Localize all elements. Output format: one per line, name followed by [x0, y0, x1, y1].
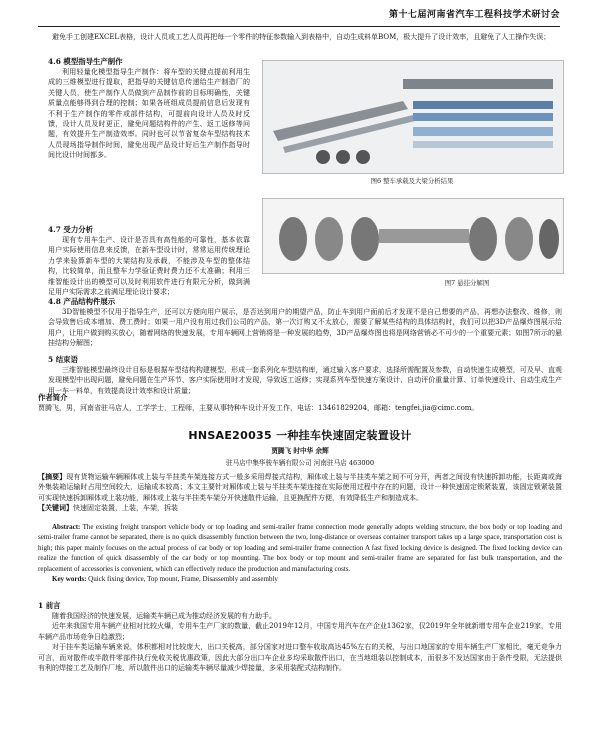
- running-header: 第十七届河南省汽车工程科技学术研讨会: [388, 10, 560, 20]
- figure-7-caption: 图7 悬挂分解图: [444, 279, 490, 287]
- author-info-text: 贾腾飞，男，河南省驻马店人，工学学士，工程师，主要从事特种车设计开发工作，电话：13461829204，邮箱：tengfei.jia@cimc.com。: [38, 404, 479, 412]
- section-4-6-text: 利用轻量化模型指导生产制作：将车型的关键点提前利用生成的三维模型进行提取，把指导的关键信息传递给生产制造厂的关键人员，使生产制作人员做到产品制作前的目标明确性，关键质量点能够得到合理的控制；如果各班组成员提前信息后发现有不利于生产制作的零件或部件结构，可提前向设计人员及时反馈，设计人员及时更正，避免问题结构件的产生、返工返修等问题，有效提升生产制造效率。同时也可以节省复杂车型结构技术人员现场指导制作时间，避免出现产品设计好后生产制作指导时间比设计时间都多。: [48, 68, 250, 160]
- intro-paragraph-block: [38, 32, 560, 42]
- author-info-heading: 作者简介: [38, 393, 68, 402]
- abstract-en-text: The existing freight transport vehicle body or top loading and semi-trailer frame connection mode generally adopts welding structure, the box body or top loading and semi-trailer frame cannot be separated, there is no quick disassembly function between the two, long-distance or overseas container transport takes up a large space, transportation cost is high; this paper mainly focuses on the actual process of car body or top loading and semi-trailer frame connection A fast fixed locking device is designed. The fixed locking device can realize the function of quick disassembly of the car body or top mounting. The box body or top mount and semi-trailer frame are separated for fast bulk transportation, and the replacement of accessories is convenient, which can effectively reduce the production and manufacturing costs.: [38, 523, 562, 573]
- section-4-7-heading: 4.7 受力分析: [48, 225, 93, 234]
- section-5: [48, 354, 562, 396]
- article-affiliation: 驻马店中集华骏车辆有限公司 河南驻马店 463000: [225, 459, 375, 467]
- intro-paragraph: 避免手工创建EXCEL表格，设计人员或工艺人员再把每一个零件的特征参数输入到表格中，自动生成料单BOM，极大提升了设计效率，且避免了人工操作失误；: [52, 33, 551, 41]
- abstract-label: 【摘要】: [38, 472, 67, 481]
- section-4-7: [48, 224, 250, 297]
- section-1-para-2: 近年来我国专用车辆产业相对比较火爆，专用车生产厂家的数量，截止2019年12月，中国专用汽车在产企业1362家，仅2019年全年就新增专用车企业219家，专用车辆产品市场竞争日趋激烈；: [38, 622, 562, 641]
- section-5-text: 三维智能模型最终设计目标是根据车型结构构建模型，形成一套系列化车型结构库，通过输入客户要求，选择所需配置及参数，自动快速生成模型，可及早、直观发现模型中出现问题，避免问题在生产环节、客户实际使用时才发现，导致返工返修；实现系列车型快速方案设计、自动评价重量计算、订单快速设计、自动生成生产用一车一料单，有效提高设计效率和设计质量；: [48, 366, 562, 395]
- abstract-en-label: Abstract:: [52, 523, 81, 531]
- section-1-para-1: 随着我国经济的快速发展，运输类车辆已成为推动经济发展的有力助手。: [52, 612, 276, 620]
- keywords-label: 【关键词】: [38, 503, 73, 513]
- section-4-8-heading: 4.8 产品结构件展示: [48, 297, 116, 306]
- suspension-exploded-image: [263, 199, 563, 273]
- keywords-en-label: Key words:: [52, 575, 87, 584]
- figure-6-truck-frame-analysis: [262, 60, 564, 174]
- figure-7-suspension-exploded: [262, 198, 564, 274]
- keywords-text: 快速固定装置，上装，车架，拆装: [73, 504, 178, 513]
- section-1-heading: 1 前言: [38, 601, 61, 610]
- section-4-7-text: 现有专用车生产、设计是否具有高性能的可靠性，基本依靠用户实际使用信息来反馈，在新车型设计时，常常运用传统理论力学来验算新车型的大架结构及承载，不能涉及车型的整体结构，比较简单，而且整车力学验证费时费力还不太准确；利用三维智能设计出的模型可以及时利用软件进行有限元分析，做到满足用户实际需求之前满足理论设计要求；: [48, 236, 250, 297]
- article-title: HNSAE20035 一种挂车快速固定装置设计: [188, 429, 412, 442]
- figure-6-caption: 图6 整车承载及大梁分析结果: [370, 177, 454, 185]
- section-4-6-heading: 4.6 模型指导生产制作: [48, 57, 123, 66]
- abstract-text: 现有货物运输车辆厢体或上装与半挂类车架连接方式一般多采用焊接式结构，厢体或上装与半挂类车架之间不可分开，两者之间没有快速拆卸功能，长距离或海外集装箱运输时占用空间较大，运输成本较高；本文主要针对厢体或上装与半挂类车架连接在实际使用过程中存在的问题，设计一种快速固定锁紧装置，该固定锁紧装置可实现快速拆卸厢体或上装功能，厢体或上装与半挂类车架分开快速散件运输，且更换配件方便，有效降低生产和制造成本。: [38, 473, 563, 502]
- author-info: [38, 392, 562, 413]
- section-4-8-text: 3D智能模型不仅用于指导生产，还可以方便向用户展示，是否达到用户的期望产品，防止车到用户面前后才发现不是自己想要的产品，再想办法整改、维修，则会导致售后成本增加、费工费时；如果一用户没有用过我们公司的产品，第一次订购又不太放心，需要了解某些结构的具体结构时，我们可以把3D产品爆炸图展示给用户，让用户做到购买放心，随着网络的快速发展，专用车辆网上营销将是一种发展的趋势，3D产品爆炸图也将是网络营销必不可少的一个重要元素；如图7所示的悬挂结构分解图；: [48, 308, 562, 348]
- header-rule: [38, 26, 560, 27]
- section-4-6: [48, 56, 250, 161]
- article-authors: 贾腾飞 时中华 余辉: [271, 447, 329, 455]
- section-1-para-3: 对于挂车类运输车辆来说，体积都相对比较庞大，出口关税高，部分国家对进口整车收取高达45%左右的关税，与出口地国家的专用车辆生产厂家相比，毫无竞争力可言，而对散件或半散件零部件执行免收关税优惠政策，因此大部分出口车企业多均采取散件出口，在当地组装以控制成本，而很多不发达国家由于条件受限，无法提供有利的焊接工艺及制作厂地，所以散件出口的运输类车辆尽量减少焊接量，多采用装配式结构制作。: [38, 643, 562, 673]
- section-4-8: [48, 296, 562, 349]
- english-abstract: [38, 522, 562, 584]
- frame-analysis-image: [263, 61, 563, 173]
- section-5-heading: 5 结束语: [48, 355, 78, 364]
- keywords-en-text: Quick fixing device, Top mount, Frame, Disassembly and assembly: [88, 575, 278, 584]
- section-1: [38, 600, 562, 673]
- chinese-abstract: [38, 472, 562, 514]
